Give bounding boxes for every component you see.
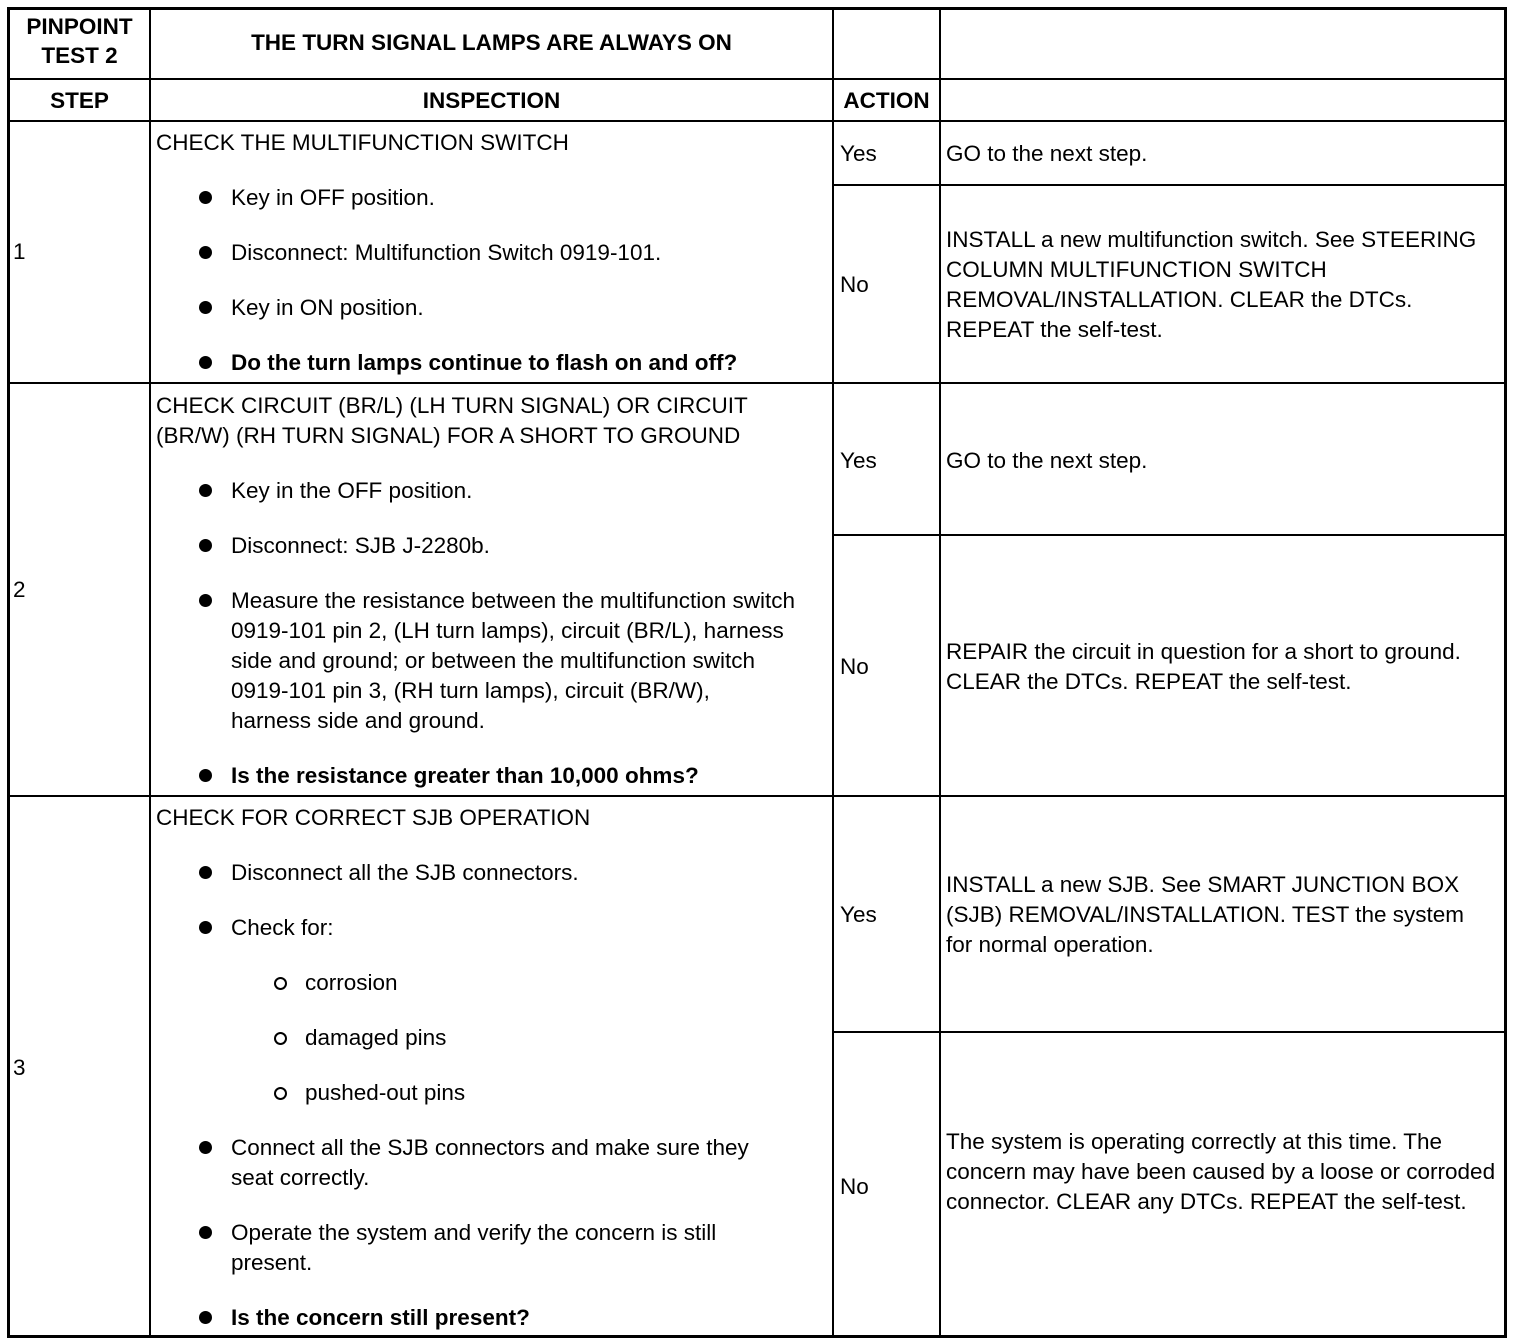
yes-label: Yes <box>840 902 877 927</box>
sub-bullet-icon <box>274 1032 287 1045</box>
yes-action: INSTALL a new SJB. See SMART JUNCTION BOX (SJB) REMOVAL/INSTALLATION. TEST the system for normal operation. <box>946 872 1465 957</box>
bullet-icon <box>199 594 212 607</box>
inspection-item: Key in the OFF position. <box>231 478 473 503</box>
row-divider <box>7 78 1507 80</box>
yes-action: GO to the next step. <box>946 448 1148 473</box>
step-number: 2 <box>13 577 26 602</box>
column-divider <box>832 7 834 1338</box>
sub-item: corrosion <box>305 970 398 995</box>
pinpoint-label: PINPOINT TEST 2 <box>26 14 133 68</box>
no-label: No <box>840 272 869 297</box>
inspection-question: Do the turn lamps continue to flash on and off? <box>231 350 738 375</box>
inspection-item: Key in OFF position. <box>231 185 435 210</box>
no-label: No <box>840 654 869 679</box>
bullet-icon <box>199 769 212 782</box>
row-divider <box>7 120 1507 122</box>
step-title: CHECK FOR CORRECT SJB OPERATION <box>156 805 591 830</box>
row-divider <box>833 184 1507 186</box>
column-divider <box>939 7 941 1338</box>
step-title: CHECK CIRCUIT (BR/L) (LH TURN SIGNAL) OR CIRCUIT (BR/W) (RH TURN SIGNAL) FOR A SHORT TO GROUND <box>156 393 748 448</box>
inspection-item: Measure the resistance between the multifunction switch 0919-101 pin 2, (LH turn lamps), circuit (BR/L), harness side and ground; or between the multifunction switch 0919-101 pin 3, (RH turn lamps), circuit (BR/W), harness side and ground. <box>231 588 796 733</box>
column-header-action: ACTION <box>843 88 930 113</box>
bullet-icon <box>199 539 212 552</box>
step-number: 3 <box>13 1055 26 1080</box>
bullet-icon <box>199 866 212 879</box>
sub-bullet-icon <box>274 977 287 990</box>
bullet-icon <box>199 921 212 934</box>
column-divider <box>149 7 151 1338</box>
no-action: INSTALL a new multifunction switch. See STEERING COLUMN MULTIFUNCTION SWITCH REMOVAL/INSTALLATION. CLEAR the DTCs. REPEAT the self-test. <box>946 227 1477 342</box>
bullet-icon <box>199 1311 212 1324</box>
inspection-question: Is the concern still present? <box>231 1305 530 1330</box>
row-divider <box>7 382 1507 384</box>
no-label: No <box>840 1174 869 1199</box>
bullet-icon <box>199 1141 212 1154</box>
inspection-item: Disconnect: Multifunction Switch 0919-101. <box>231 240 662 265</box>
inspection-item: Check for: <box>231 915 334 940</box>
column-header-step: STEP <box>50 88 109 113</box>
row-divider <box>833 1031 1507 1033</box>
row-divider <box>7 795 1507 797</box>
column-header-inspection: INSPECTION <box>422 88 561 113</box>
bullet-icon <box>199 484 212 497</box>
sub-item: damaged pins <box>305 1025 447 1050</box>
yes-action: GO to the next step. <box>946 141 1148 166</box>
row-divider <box>833 534 1507 536</box>
bullet-icon <box>199 1226 212 1239</box>
inspection-item: Disconnect: SJB J-2280b. <box>231 533 490 558</box>
yes-label: Yes <box>840 448 877 473</box>
inspection-item: Connect all the SJB connectors and make sure they seat correctly. <box>231 1135 749 1190</box>
yes-label: Yes <box>840 141 877 166</box>
bullet-icon <box>199 356 212 369</box>
inspection-item: Key in ON position. <box>231 295 424 320</box>
sub-bullet-icon <box>274 1087 287 1100</box>
step-number: 1 <box>13 239 26 264</box>
page-title: THE TURN SIGNAL LAMPS ARE ALWAYS ON <box>251 30 732 55</box>
inspection-item: Operate the system and verify the concern is still present. <box>231 1220 717 1275</box>
inspection-question: Is the resistance greater than 10,000 ohms? <box>231 763 699 788</box>
sub-item: pushed-out pins <box>305 1080 466 1105</box>
inspection-item: Disconnect all the SJB connectors. <box>231 860 579 885</box>
bullet-icon <box>199 246 212 259</box>
bullet-icon <box>199 301 212 314</box>
step-title: CHECK THE MULTIFUNCTION SWITCH <box>156 130 569 155</box>
no-action: REPAIR the circuit in question for a short to ground. CLEAR the DTCs. REPEAT the self-test. <box>946 639 1461 694</box>
bullet-icon <box>199 191 212 204</box>
no-action: The system is operating correctly at this time. The concern may have been caused by a loose or corroded connector. CLEAR any DTCs. REPEAT the self-test. <box>946 1129 1496 1214</box>
